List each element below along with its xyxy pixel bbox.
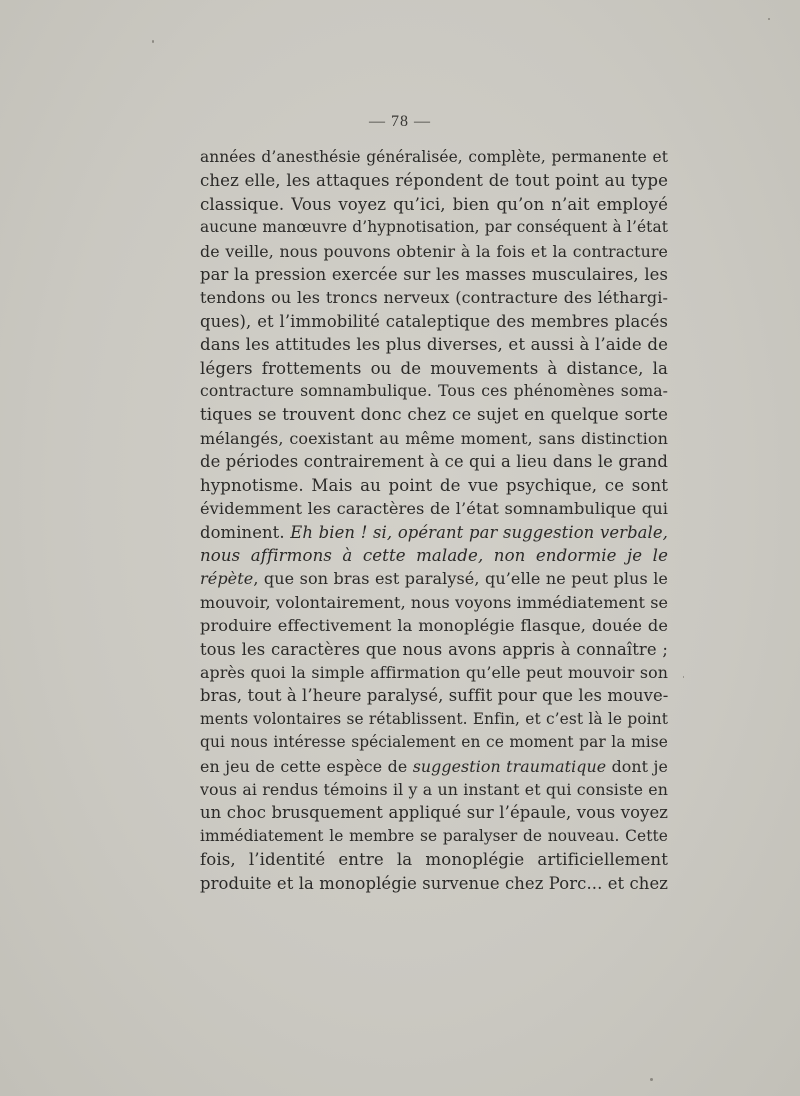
text-line	[200, 731, 668, 754]
text-line	[200, 169, 668, 192]
text-segment: de veille, nous pouvons obtenir à la fois et la contracture	[200, 241, 668, 261]
paper-speck	[152, 40, 154, 43]
text-segment: vous ai rendus témoins il y a un instant et qui consiste en	[200, 779, 668, 799]
text-segment: aucune manœuvre d’hypnotisation, par conséquent à l’état	[200, 218, 668, 237]
text-line	[200, 872, 668, 895]
text-segment: classique. Vous voyez qu’ici, bien qu’on n’ait employé	[200, 194, 668, 214]
paper-speck	[650, 1078, 653, 1081]
text-line	[200, 684, 668, 707]
text-line	[200, 661, 668, 684]
body-text	[200, 146, 668, 895]
text-segment: bras, tout à l’heure paralysé, suffit pour que les mouve-	[200, 686, 668, 706]
text-line	[200, 544, 668, 567]
text-line	[200, 403, 668, 426]
text-segment: après quoi la simple affirmation qu’elle peut mouvoir son	[200, 662, 668, 682]
text-segment: ques), et l’immobilité cataleptique des membres placés	[200, 311, 668, 331]
text-segment: en jeu de cette espèce de	[200, 756, 413, 776]
italic-text-segment: Eh bien ! si, opérant par suggestion verbale,	[290, 522, 668, 542]
text-line	[200, 146, 668, 169]
text-segment: par la pression exercée sur les masses musculaires, les	[200, 265, 668, 285]
text-segment: dont je	[606, 756, 668, 776]
italic-text-segment: répète	[200, 569, 254, 589]
text-segment: tiques se trouvent donc chez ce sujet en quelque sorte	[200, 405, 668, 425]
text-segment: hypnotisme. Mais au point de vue psychique, ce sont	[200, 475, 668, 495]
text-line	[200, 333, 668, 356]
text-segment: dominent.	[200, 522, 291, 542]
paper-speck	[768, 18, 770, 20]
text-line	[200, 357, 668, 380]
text-line	[200, 638, 668, 661]
text-line	[200, 216, 668, 239]
text-line	[200, 801, 668, 824]
text-segment: qui nous intéresse spécialement en ce moment par la mise	[200, 733, 668, 752]
text-segment: , que son bras est paralysé, qu’elle ne peut plus le	[253, 569, 668, 589]
text-segment: tous les caractères que nous avons appris à connaître ;	[200, 639, 668, 659]
text-segment: chez elle, les attaques répondent de tout point au type	[200, 171, 668, 191]
text-segment: produite et la monoplégie survenue chez Porc... et chez	[200, 873, 668, 893]
text-line	[200, 567, 668, 590]
text-line	[200, 708, 668, 731]
text-line	[200, 778, 668, 801]
page-number: — 78 —	[369, 113, 431, 130]
text-segment: immédiatement le membre se paralyser de nouveau. Cette	[200, 826, 668, 845]
text-segment: fois, l’identité entre la monoplégie artificiellement	[200, 850, 668, 870]
text-line	[200, 286, 668, 309]
text-segment: un choc brusquement appliqué sur l’épaule, vous voyez	[200, 803, 668, 823]
text-line	[200, 450, 668, 473]
italic-text-segment: nous affirmons à cette malade, non endormie je le	[200, 545, 668, 565]
text-line	[200, 380, 668, 403]
italic-text-segment: suggestion traumatique	[412, 756, 607, 776]
text-line	[200, 825, 668, 848]
text-segment: mouvoir, volontairement, nous voyons immédiatement se	[200, 592, 668, 612]
text-line	[200, 263, 668, 286]
text-line	[200, 310, 668, 333]
text-line	[200, 591, 668, 614]
text-line	[200, 427, 668, 450]
text-segment: produire effectivement la monoplégie flasque, douée de	[200, 616, 668, 636]
text-segment: contracture somnambulique. Tous ces phénomènes soma-	[200, 382, 668, 401]
text-segment: tendons ou les troncs nerveux (contracture des léthargi-	[200, 288, 668, 308]
text-segment: légers frottements ou de mouvements à distance, la	[200, 358, 668, 378]
text-line	[200, 474, 668, 497]
text-segment: dans les attitudes les plus diverses, et aussi à l’aide de	[200, 335, 668, 355]
text-line	[200, 848, 668, 871]
paper-speck	[683, 676, 684, 678]
text-segment: de périodes contrairement à ce qui a lieu dans le grand	[200, 452, 668, 472]
text-line	[200, 497, 668, 520]
text-segment: mélangés, coexistant au même moment, sans distinction	[200, 428, 668, 448]
text-segment: ments volontaires se rétablissent. Enfin, et c’est là le point	[200, 709, 668, 728]
text-line	[200, 240, 668, 263]
text-line	[200, 755, 668, 778]
text-segment: années d’anesthésie généralisée, complète, permanente et	[200, 148, 668, 166]
text-line	[200, 614, 668, 637]
text-segment: évidemment les caractères de l’état somnambulique qui	[200, 499, 668, 519]
text-line	[200, 521, 668, 544]
text-line	[200, 193, 668, 216]
